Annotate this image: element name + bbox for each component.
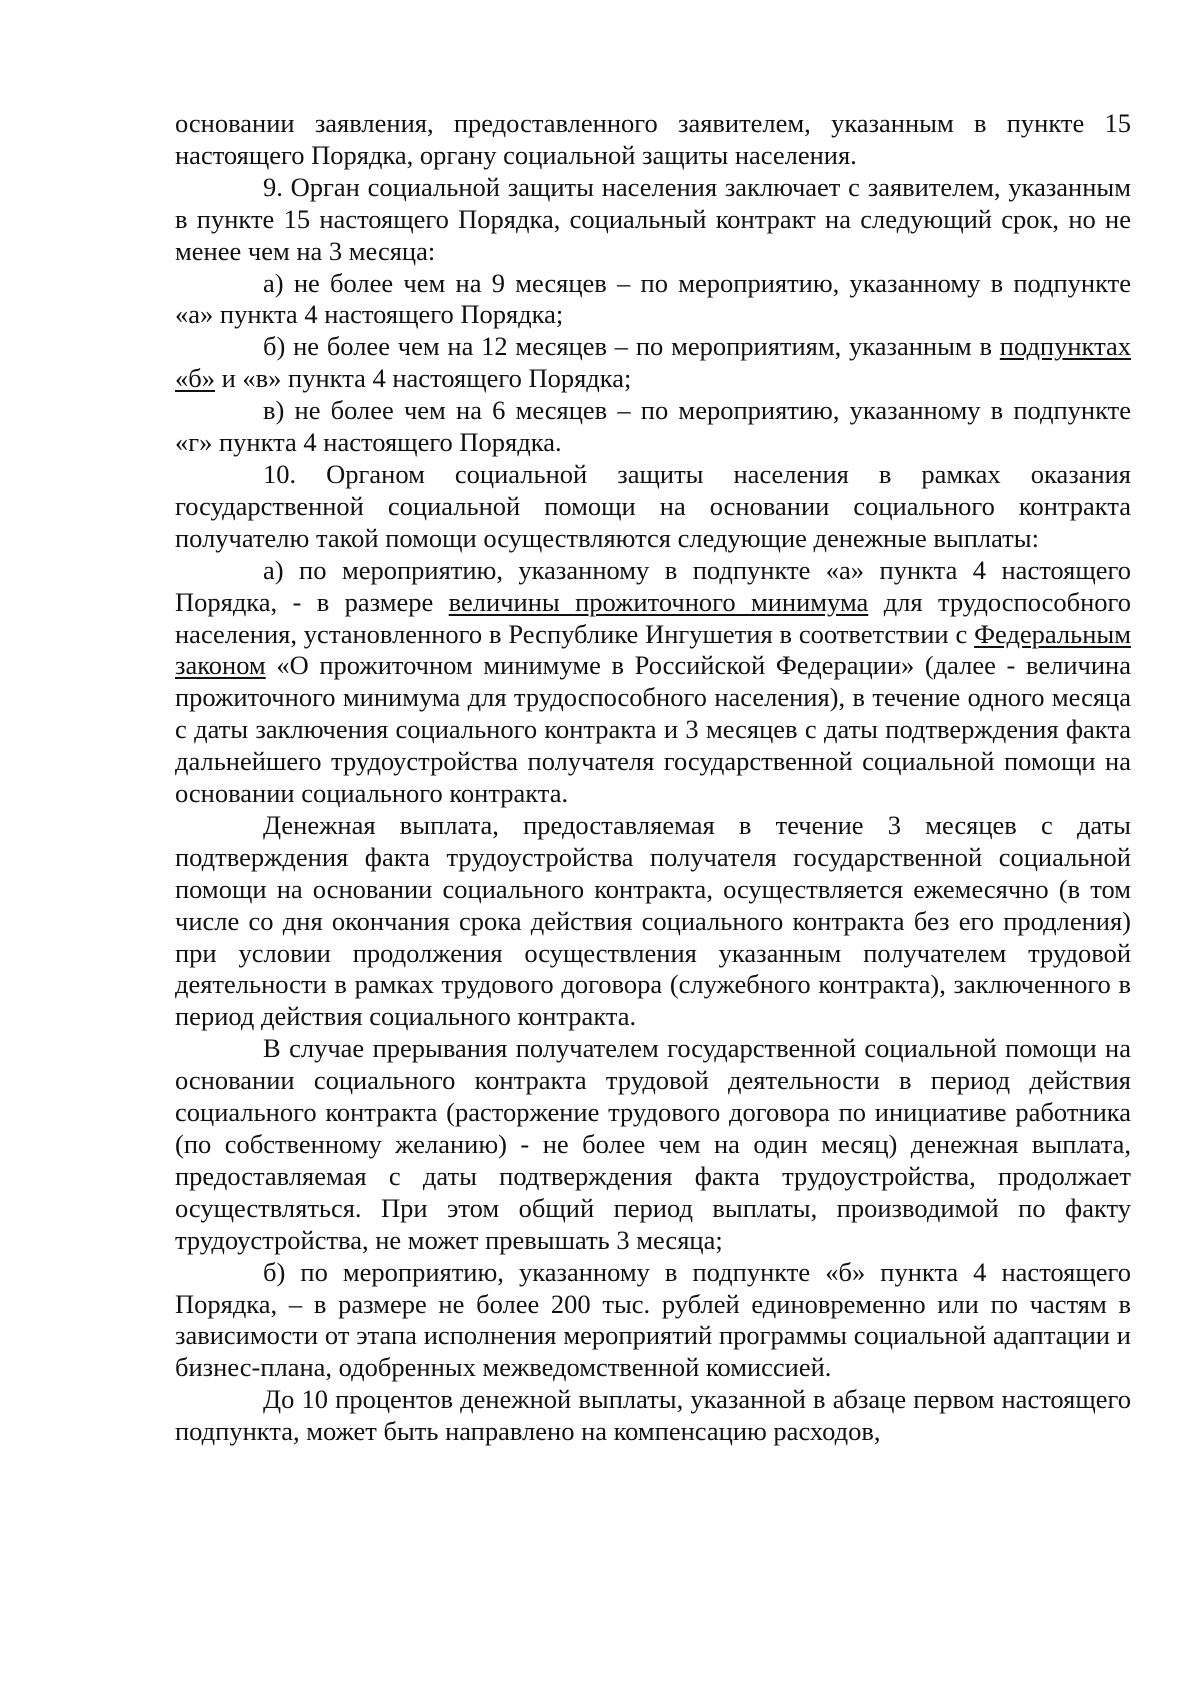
- subitem-b-term-text-start: б) не более чем на 12 месяцев – по мероприятиям, указанным в: [263, 331, 1000, 362]
- subitem-b-term: [175, 331, 1131, 395]
- paragraph-item-10: 10. Органом социальной защиты населения в рамках оказания государственной социальной помощи на основании социального контракта получателю такой помощи осуществляются следующие денежные выплаты:: [175, 458, 1131, 553]
- subitems-b-link[interactable]: подпунктах «б»: [175, 331, 1131, 394]
- federal-law-link[interactable]: Федеральным законом: [175, 618, 1131, 681]
- document-page: [175, 108, 1131, 1448]
- subitem-a-payment-text-2: для трудоспособного населения, установленного в Республике Ингушетия в соответствии с: [175, 586, 1131, 649]
- subitem-a-term: а) не более чем на 9 месяцев – по мероприятию, указанному в подпункте «а» пункта 4 настоящего Порядка;: [175, 267, 1131, 330]
- subitem-v-term: в) не более чем на 6 месяцев – по мероприятию, указанному в подпункте «г» пункта 4 настоящего Порядка.: [175, 395, 1131, 458]
- subitem-b-term-text-end: и «в» пункта 4 настоящего Порядка;: [214, 363, 632, 394]
- subsistence-minimum-link[interactable]: величины прожиточного минимума: [448, 586, 869, 617]
- subitem-a-payment-text-1: а) по мероприятию, указанному в подпункте «а» пункта 4 настоящего Порядка, - в размере: [175, 554, 1131, 617]
- paragraph-item-9: 9. Орган социальной защиты населения заключает с заявителем, указанным в пункте 15 настоящего Порядка, социальный контракт на следующий срок, но не менее чем на 3 месяца:: [175, 171, 1131, 266]
- paragraph-compensation: До 10 процентов денежной выплаты, указанной в абзаце первом настоящего подпункта, может быть направлено на компенсацию расходов,: [175, 1384, 1131, 1447]
- paragraph-continuation: основании заявления, предоставленного заявителем, указанным в пункте 15 настоящего Порядка, органу социальной защиты населения.: [175, 108, 1131, 170]
- subitem-a-payment: [175, 555, 1131, 810]
- paragraph-interruption: В случае прерывания получателем государственной социальной помощи на основании социального контракта трудовой деятельности в период действия социального контракта (расторжение трудового договора по инициативе работника (по собственному желанию) - не более чем на один месяц) денежная выплата, предоставляемая с даты подтверждения факта трудоустройства, продолжает осуществляться. При этом общий период выплаты, производимой по факту трудоустройства, не может превышать 3 месяца;: [175, 1033, 1131, 1255]
- subitem-b-payment: б) по мероприятию, указанному в подпункте «б» пункта 4 настоящего Порядка, – в размере не более 200 тыс. рублей единовременно или по частям в зависимости от этапа исполнения мероприятий программы социальной адаптации и бизнес-плана, одобренных межведомственной комиссией.: [175, 1256, 1131, 1383]
- paragraph-monthly-payment: Денежная выплата, предоставляемая в течение 3 месяцев с даты подтверждения факта трудоустройства получателя государственной социальной помощи на основании социального контракта, осуществляется ежемесячно (в том числе со дня окончания срока действия социального контракта без его продления) при условии продолжения осуществления указанным получателем трудовой деятельности в рамках трудового договора (служебного контракта), заключенного в период действия социального контракта.: [175, 809, 1131, 1032]
- subitem-a-payment-text-3: «О прожиточном минимуме в Российской Федерации» (далее - величина прожиточного минимума для трудоспособного населения), в течение одного месяца с даты заключения социального контракта и 3 месяцев с даты подтверждения факта дальнейшего трудоустройства получателя государственной социальной помощи на основании социального контракта.: [175, 650, 1131, 809]
